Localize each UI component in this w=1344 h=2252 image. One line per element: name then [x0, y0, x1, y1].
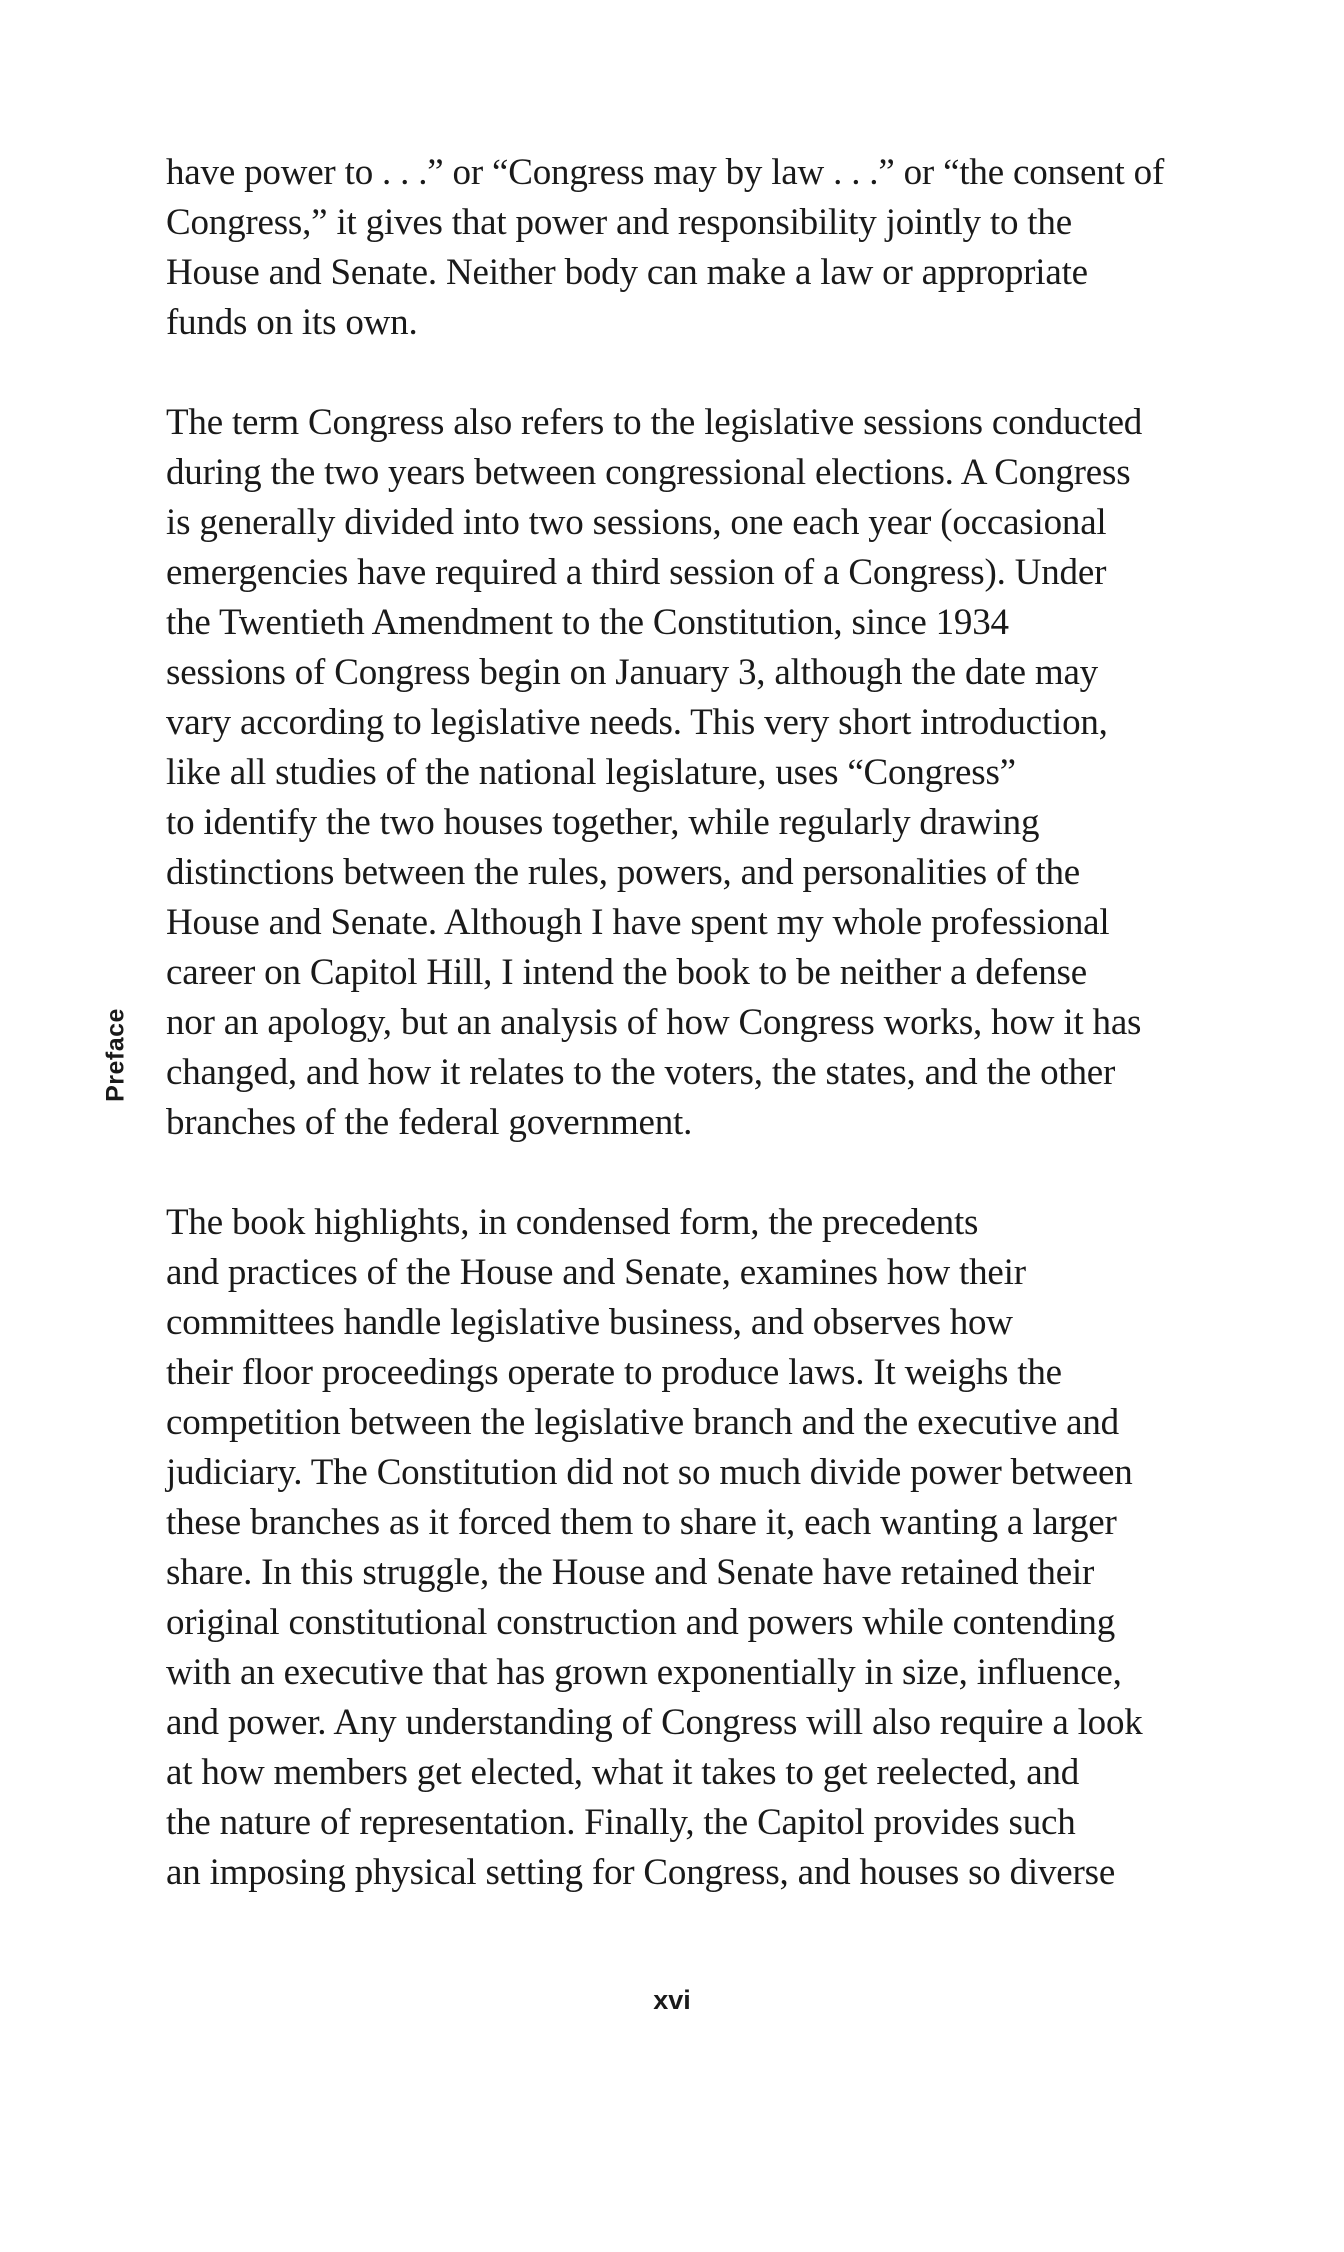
text-line: sessions of Congress begin on January 3, although the date may: [166, 652, 1098, 693]
text-line: The term Congress also refers to the legislative sessions conducted: [166, 402, 1143, 443]
text-line: vary according to legislative needs. This very short introduction,: [166, 702, 1108, 743]
text-line: career on Capitol Hill, I intend the book to be neither a defense: [166, 952, 1087, 993]
text-line: judiciary. The Constitution did not so much divide power between: [166, 1452, 1133, 1493]
text-line: committees handle legislative business, and observes how: [166, 1302, 1013, 1343]
text-line: their floor proceedings operate to produce laws. It weighs the: [166, 1352, 1062, 1393]
text-line: House and Senate. Although I have spent my whole professional: [166, 902, 1110, 943]
text-line: and practices of the House and Senate, examines how their: [166, 1252, 1026, 1293]
text-line: an imposing physical setting for Congress, and houses so diverse: [166, 1852, 1116, 1893]
text-line: original constitutional construction and powers while contending: [166, 1602, 1116, 1643]
text-line: share. In this struggle, the House and Senate have retained their: [166, 1552, 1095, 1593]
paragraph: [166, 398, 1206, 1148]
page-number: xvi: [653, 1985, 691, 2015]
text-line: Congress,” it gives that power and responsibility jointly to the: [166, 202, 1072, 243]
text-line: during the two years between congressional elections. A Congress: [166, 452, 1131, 493]
text-line: distinctions between the rules, powers, and personalities of the: [166, 852, 1081, 893]
text-line: at how members get elected, what it takes to get reelected, and: [166, 1752, 1080, 1793]
text-line: to identify the two houses together, while regularly drawing: [166, 802, 1040, 843]
text-line: nor an apology, but an analysis of how Congress works, how it has: [166, 1002, 1142, 1043]
text-line: changed, and how it relates to the voters, the states, and the other: [166, 1052, 1116, 1093]
text-line: competition between the legislative branch and the executive and: [166, 1402, 1119, 1443]
text-line: The book highlights, in condensed form, the precedents: [166, 1202, 979, 1243]
text-line: emergencies have required a third session of a Congress). Under: [166, 552, 1107, 593]
paragraph: [166, 148, 1206, 348]
running-head-label: Preface: [101, 1008, 130, 1102]
text-line: the Twentieth Amendment to the Constitution, since 1934: [166, 602, 1009, 643]
text-line: funds on its own.: [166, 302, 418, 343]
text-line: like all studies of the national legislature, uses “Congress”: [166, 752, 1016, 793]
text-line: with an executive that has grown exponentially in size, influence,: [166, 1652, 1122, 1693]
text-line: have power to . . .” or “Congress may by law . . .” or “the consent of: [166, 152, 1165, 193]
text-line: these branches as it forced them to share it, each wanting a larger: [166, 1502, 1117, 1543]
text-line: and power. Any understanding of Congress will also require a look: [166, 1702, 1143, 1743]
text-line: House and Senate. Neither body can make a law or appropriate: [166, 252, 1088, 293]
body-text: [166, 148, 1206, 1948]
text-line: is generally divided into two sessions, one each year (occasional: [166, 502, 1107, 543]
text-line: branches of the federal government.: [166, 1102, 693, 1143]
text-line: the nature of representation. Finally, the Capitol provides such: [166, 1802, 1076, 1843]
paragraph: [166, 1198, 1206, 1898]
